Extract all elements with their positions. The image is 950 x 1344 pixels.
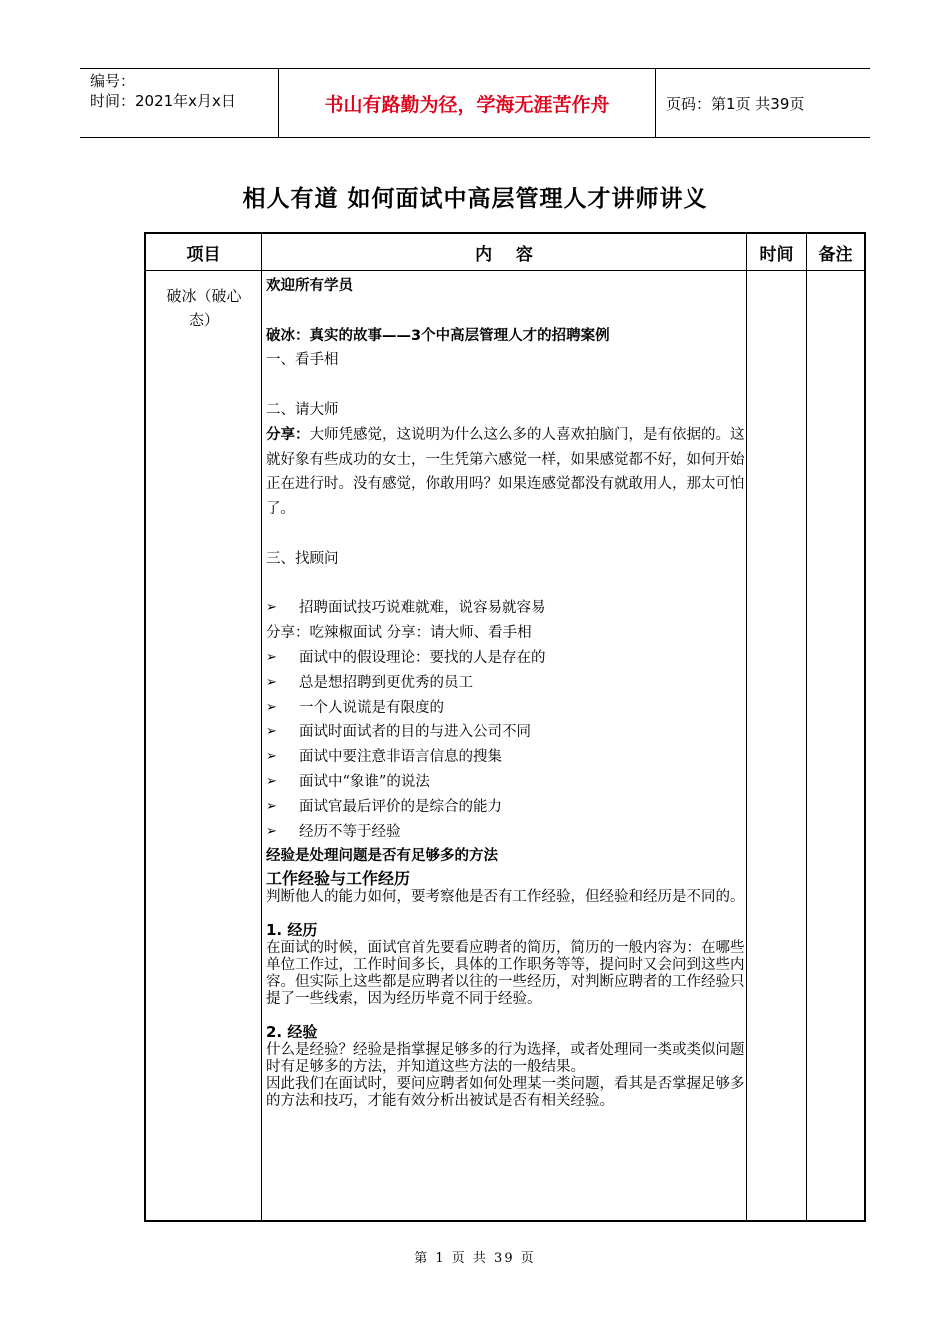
bullet-item: ➢ 面试中的假设理论：要找的人是存在的 <box>266 646 746 671</box>
icebreak-title: 破冰：真实的故事——3个中高层管理人才的招聘案例 <box>266 327 610 344</box>
arrow-bullet-icon: ➢ <box>266 798 277 814</box>
arrow-bullet-icon: ➢ <box>266 699 277 715</box>
arrow-bullet-icon: ➢ <box>266 674 277 690</box>
bold-line: 经验是处理问题是否有足够多的方法 <box>266 848 498 865</box>
share-text: 大师凭感觉，这说明为什么这么多的人喜欢拍脑门，是有依据的。这就好象有些成功的女士，一生凭第六感觉一样，如果感觉都不好，如何开始正在进行时。没有感觉，你敢用吗？如果连感觉都没有就敢用人，那太可怕了。 <box>266 426 745 518</box>
bullet-item: ➢ 经历不等于经验 <box>266 820 746 845</box>
welcome-line: 欢迎所有学员 <box>266 278 353 294</box>
lecture-table <box>144 232 866 1222</box>
bullet-item: ➢ 面试中“象谁”的说法 <box>266 770 746 795</box>
bullet-list <box>266 646 746 844</box>
sub1-text: 在面试的时候，面试官首先要看应聘者的简历，简历的一般内容为：在哪些单位工作过，工作时间多长，具体的工作职务等等，提问时又会问到这些内容。但实际上这些都是应聘者以往的一些经历，对判断应聘者的工作经验只提了一些线索，因为经历毕竟不同于经验。 <box>266 940 745 1008</box>
case-2: 二、请大师 <box>266 401 339 418</box>
row-label: 破冰（破心态） <box>166 287 242 329</box>
number-label: 编号： <box>90 72 136 90</box>
content-cell <box>266 274 746 1110</box>
arrow-bullet-icon: ➢ <box>266 749 277 765</box>
share-label: 分享： <box>266 426 310 443</box>
sub1-title: 1. 经历 <box>266 921 318 940</box>
sub2-text-1: 什么是经验？经验是指掌握足够多的行为选择，或者处理同一类或类似问题时有足够多的方法，并知道这些方法的一般结果。 <box>266 1042 745 1076</box>
arrow-bullet-icon: ➢ <box>266 823 277 839</box>
header-divider <box>146 270 864 271</box>
sub2-text-2: 因此我们在面试时，要问应聘者如何处理某一类问题，看其是否掌握足够多的方法和技巧，才能有效分析出被试是否有相关经验。 <box>266 1076 745 1110</box>
arrow-bullet-icon: ➢ <box>266 724 277 740</box>
col-divider <box>746 234 747 1220</box>
motto: 书山有路勤为径，学海无涯苦作舟 <box>279 69 656 137</box>
page-footer: 第 1 页 共 39 页 <box>414 1251 536 1266</box>
page-header <box>80 68 870 138</box>
arrow-bullet-icon: ➢ <box>266 649 277 665</box>
bullet-item: ➢ 面试中要注意非语言信息的搜集 <box>266 745 746 770</box>
case-3: 三、找顾问 <box>266 550 339 567</box>
document-title: 相人有道 如何面试中高层管理人才讲师讲义 <box>242 186 708 212</box>
col-header-content: 内 容 <box>475 244 533 265</box>
col-divider <box>806 234 807 1220</box>
bullet-item: ➢ 总是想招聘到更优秀的员工 <box>266 671 746 696</box>
col-header-item: 项目 <box>186 244 221 265</box>
header-meta <box>80 69 279 137</box>
bullet-item: ➢ 面试时面试者的目的与进入公司不同 <box>266 720 746 745</box>
bullet-item: ➢ 一个人说谎是有限度的 <box>266 696 746 721</box>
col-divider <box>261 234 262 1220</box>
arrow-bullet-icon: ➢ <box>266 773 277 789</box>
share-paragraph <box>266 423 746 522</box>
arrow-bullet-icon: ➢ <box>266 600 277 616</box>
bullet-item: ➢ 面试官最后评价的是综合的能力 <box>266 795 746 820</box>
date-label: 时间：2021年x月x日 <box>90 92 236 110</box>
case-1: 一、看手相 <box>266 352 339 369</box>
section-intro: 判断他人的能力如何，要考察他是否有工作经验，但经验和经历是不同的。 <box>266 889 745 906</box>
bullet-item: ➢ 招聘面试技巧说难就难，说容易就容易 <box>266 596 746 621</box>
col-header-note: 备注 <box>818 244 853 265</box>
section-title: 工作经验与工作经历 <box>266 869 411 889</box>
share-line: 分享：吃辣椒面试 分享：请大师、看手相 <box>266 625 532 642</box>
sub2-title: 2. 经验 <box>266 1023 318 1042</box>
page-info: 页码：第1页 共39页 <box>666 94 805 113</box>
col-header-time: 时间 <box>759 244 794 265</box>
